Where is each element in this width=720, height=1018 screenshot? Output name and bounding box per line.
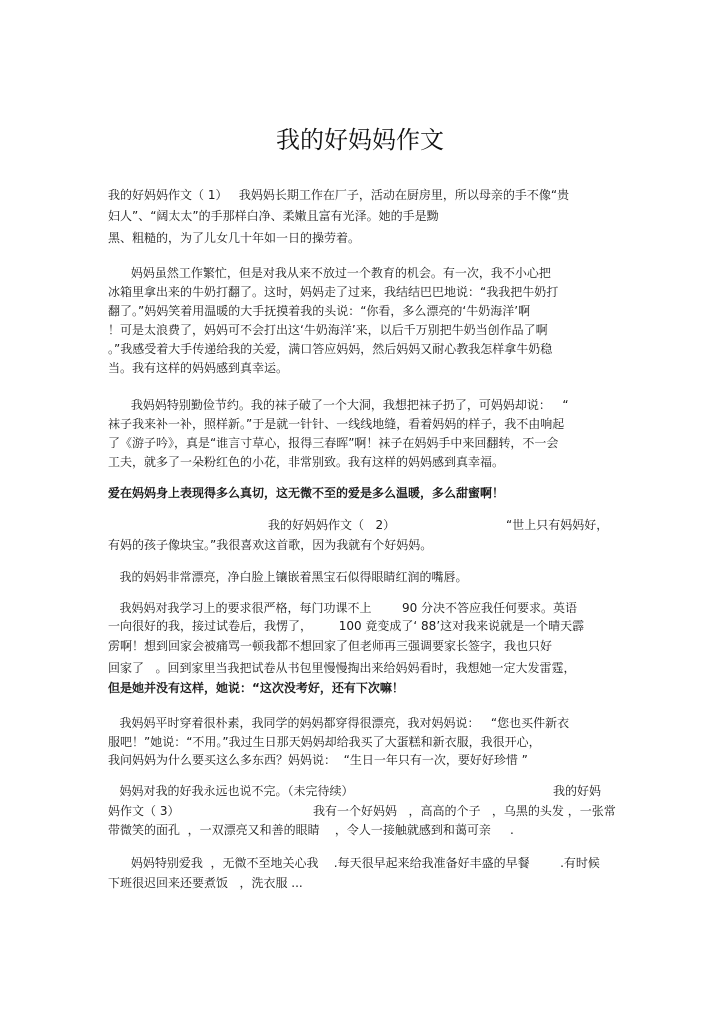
section-heading-3-start: 我的好妈 <box>553 784 602 798</box>
text-line: 我妈妈对我学习上的要求很严格，每门功课不上 90 分决不答应我任何要求。英语 <box>108 601 578 615</box>
text-line: 工夫，就多了一朵粉红色的小花，非常别致。我有这样的妈妈感到真幸福。 <box>108 455 505 469</box>
text-line: “世上只有妈妈好， <box>506 518 609 532</box>
text-line: 爱在妈妈身上表现得多么真切，这无微不至的爱是多么温暖，多么甜蜜啊！ <box>108 486 505 500</box>
text-line: 我问妈妈为什么要买这么多东西？妈妈说： “生日一年只有一次，要好好珍惜 ” <box>108 753 528 767</box>
document-title: 我的好妈妈作文 <box>276 126 444 154</box>
text-line: 我妈妈特别勤俭节约。我的袜子破了一个大洞，我想把袜子扔了，可妈妈却说： “ <box>108 398 569 412</box>
text-line: 了《游子吟》，真是“谁言寸草心，报得三春晖”啊！袜子在妈妈手中来回翻转，不一会 <box>108 436 559 450</box>
text-line: 我妈妈平时穿着很朴素，我同学的妈妈都穿得很漂亮，我对妈妈说： “您也买件新衣 <box>108 716 570 730</box>
text-line: 冰箱里拿出来的牛奶打翻了。这时，妈妈走了过来，我结结巴巴地说：“我我把牛奶打 <box>108 285 559 299</box>
text-line: 雳啊！想到回家会被痛骂一顿我都不想回家了但老师再三强调要家长签字，我也只好 <box>108 639 553 653</box>
text-line: 翻了。”妈妈笑着用温暖的大手抚摸着我的头说：“你看，多么漂亮的‘牛奶海洋’啊 <box>108 304 531 318</box>
text-line: 黑、粗糙的，为了儿女几十年如一日的操劳着。 <box>108 231 361 245</box>
text-line: 妈妈虽然工作繁忙，但是对我从来不放过一个教育的机会。有一次，我不小心把 <box>108 266 551 280</box>
text-line: 当。我有这样的妈妈感到真幸运。 <box>108 361 289 375</box>
text-line: 袜子我来补一补，照样新。”于是就一针针、一线线地缝，看着妈妈的样子，我不由响起 <box>108 417 565 431</box>
section-heading-3-end: 妈作文（ 3） <box>108 804 180 818</box>
text-line: 但是她并没有这样，她说：“这次没考好，还有下次嘛！ <box>108 681 404 695</box>
text-line: 妈妈对我的好我永远也说不完。（未完待续） <box>108 784 354 798</box>
text-line: 一向很好的我，接过试卷后，我愣了， 100 竟变成了‘ 88’这对我来说就是一个晴天霹 <box>108 619 585 633</box>
text-line: 我的妈妈非常漂亮，净白脸上镶嵌着黑宝石似得眼睛红润的嘴唇。 <box>108 570 468 584</box>
text-line: 妇人”、“阔太太”的手那样白净、柔嫩且富有光泽。她的手是黝 <box>108 209 439 223</box>
text-line: 我的好妈妈作文（ 1） 我妈妈长期工作在厂子，活动在厨房里，所以母亲的手不像“贵 <box>108 188 570 202</box>
text-line: 我有一个好妈妈 ，高高的个子 ，乌黑的头发 ，一张常 <box>313 804 616 818</box>
text-line: 回家了 。回到家里当我把试卷从书包里慢慢掏出来给妈妈看时，我想她一定大发雷霆， <box>108 661 576 675</box>
text-line: 有妈的孩子像块宝。”我很喜欢这首歌，因为我就有个好妈妈。 <box>108 538 433 552</box>
section-heading-2: 我的好妈妈作文（ 2） <box>268 518 396 532</box>
text-line: 。”我感受着大手传递给我的关爱，满口答应妈妈，然后妈妈又耐心教我怎样拿牛奶稳 <box>108 342 553 356</box>
text-line: 服吧！”她说：“不用。”我过生日那天妈妈却给我买了大蛋糕和新衣服，我很开心， <box>108 735 541 749</box>
text-line: ！可是太浪费了，妈妈可不会打出这‘牛奶海洋’来，以后千万别把牛奶当创作品了啊 <box>108 323 548 337</box>
text-line: 妈妈特别爱我 ，无微不至地关心我 .每天很早起来给我准备好丰盛的早餐 .有时候 <box>108 856 600 870</box>
text-line: 下班很迟回来还要煮饭 ，洗衣服 ... <box>108 876 303 890</box>
text-line: 带微笑的面孔 ，一双漂亮又和善的眼睛 ，令人一接触就感到和蔼可亲 . <box>108 823 514 837</box>
